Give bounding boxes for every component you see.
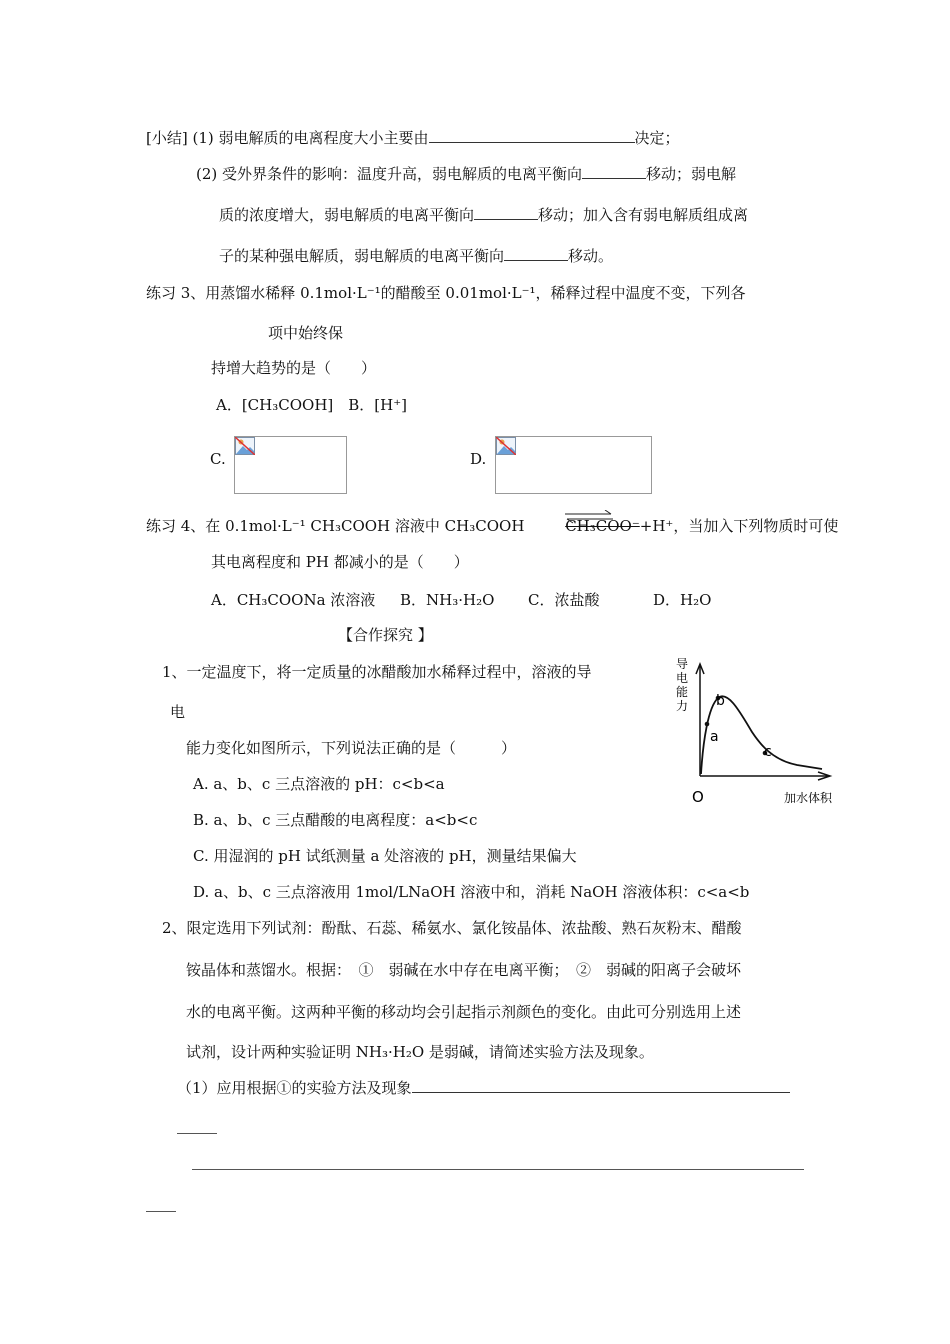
section-title: 【合作探究 】 <box>338 626 433 644</box>
y-label-char: 力 <box>676 699 689 713</box>
ex3-question-cont: 持增大趋势的是（ ） <box>211 359 377 377</box>
q2-sub1-text: （1）应用根据①的实验方法及现象 <box>177 1079 412 1097</box>
q2-question-cont: 水的电离平衡。这两种平衡的移动均会引起指示剂颜色的变化。由此可分别选用上述 <box>186 1003 742 1021</box>
summary-text: 质的浓度增大，弱电解质的电离平衡向 <box>219 206 475 224</box>
q2-question-cont: 试剂，设计两种实验证明 NH₃·H₂O 是弱碱，请简述实验方法及现象。 <box>186 1043 654 1061</box>
ex4-option-c: C．浓盐酸 <box>528 591 600 609</box>
summary-text: (2) 受外界条件的影响：温度升高，弱电解质的电离平衡向 <box>196 165 583 183</box>
ex4-text: +H⁺，当加入下列物质时可使 <box>639 517 839 535</box>
ex3-question: 练习 3、用蒸馏水稀释 0.1mol·L⁻¹的醋酸至 0.01mol·L⁻¹，稀释过程中温度不变，下列各 <box>146 284 746 302</box>
y-label-char: 能 <box>676 685 689 699</box>
blank-line <box>474 205 538 220</box>
summary-line-2 <box>196 164 736 184</box>
answer-blank <box>192 1169 804 1170</box>
option-c-image <box>234 436 347 494</box>
origin-label: O <box>692 788 704 806</box>
q2-sub1 <box>177 1078 790 1098</box>
q1-option-c: C. 用湿润的 pH 试纸测量 a 处溶液的 pH，测量结果偏大 <box>193 847 577 865</box>
broken-image-icon <box>235 437 255 455</box>
point-b-label: b <box>716 693 725 709</box>
ex3-options-ab: A．[CH₃COOH] B．[H⁺] <box>216 396 407 414</box>
answer-blank <box>412 1078 790 1093</box>
ex4-question <box>146 516 838 536</box>
summary-text: (1) 弱电解质的电离程度大小主要由 <box>192 129 429 147</box>
y-label-char: 电 <box>676 671 689 685</box>
summary-label: [小结] <box>146 129 188 147</box>
point-c-label: c <box>764 744 772 760</box>
summary-text: 子的某种强电解质，弱电解质的电离平衡向 <box>219 247 505 265</box>
x-axis-label: 加水体积 <box>784 791 833 805</box>
ex4-option-d: D．H₂O <box>653 591 712 609</box>
blank-line <box>504 246 568 261</box>
summary-line-4 <box>219 246 613 266</box>
q1-option-d: D. a、b、c 三点溶液用 1mol/LNaOH 溶液中和，消耗 NaOH 溶液体积：c<a<b <box>193 883 750 901</box>
ex3-question-cont: 项中始终保 <box>268 324 344 342</box>
q2-question: 2、限定选用下列试剂：酚酞、石蕊、稀氨水、氯化铵晶体、浓盐酸、熟石灰粉末、醋酸 <box>162 919 742 937</box>
ex4-question-cont: 其电离程度和 PH 都减小的是（ ） <box>211 553 469 571</box>
option-d-image <box>495 436 652 494</box>
ex4-option-b: B．NH₃·H₂O <box>400 591 495 609</box>
ex4-product: CH₃COO⁻ <box>565 517 640 535</box>
answer-blank <box>146 1211 176 1212</box>
ex3-option-d: D. <box>470 450 487 468</box>
broken-image-icon <box>496 437 516 455</box>
conductivity-graph <box>672 652 847 808</box>
q2-question-cont: 铵晶体和蒸馏水。根据： ① 弱碱在水中存在电离平衡； ② 弱碱的阳离子会破坏 <box>186 961 742 979</box>
ex4-option-a: A．CH₃COONa 浓溶液 <box>211 591 376 609</box>
point-a-marker <box>705 722 710 727</box>
q1-option-b: B. a、b、c 三点醋酸的电离程度：a<b<c <box>193 811 478 829</box>
summary-line-3 <box>219 205 748 225</box>
q1-question-cont: 电 <box>170 703 186 721</box>
q1-option-a: A. a、b、c 三点溶液的 pH：c<b<a <box>193 775 445 793</box>
blank-line <box>582 164 646 179</box>
y-label-char: 导 <box>676 657 689 671</box>
equilibrium-arrow-icon <box>565 510 613 524</box>
equilibrium-arrow <box>565 516 640 536</box>
summary-text: 移动；加入含有弱电解质组成离 <box>538 206 749 224</box>
ex3-option-c: C. <box>210 450 226 468</box>
point-a-label: a <box>710 729 719 745</box>
summary-line-1 <box>146 128 680 148</box>
q1-question-cont: 能力变化如图所示，下列说法正确的是（ ） <box>186 739 517 757</box>
blank-line <box>429 128 635 143</box>
answer-blank <box>177 1133 217 1134</box>
q1-question: 1、一定温度下，将一定质量的冰醋酸加水稀释过程中，溶液的导 <box>162 663 592 681</box>
summary-text: 移动；弱电解 <box>646 165 737 183</box>
summary-text: 移动。 <box>568 247 614 265</box>
ex4-text: 练习 4、在 0.1mol·L⁻¹ CH₃COOH 溶液中 CH₃COOH <box>146 517 525 535</box>
summary-text: 决定； <box>634 129 680 147</box>
